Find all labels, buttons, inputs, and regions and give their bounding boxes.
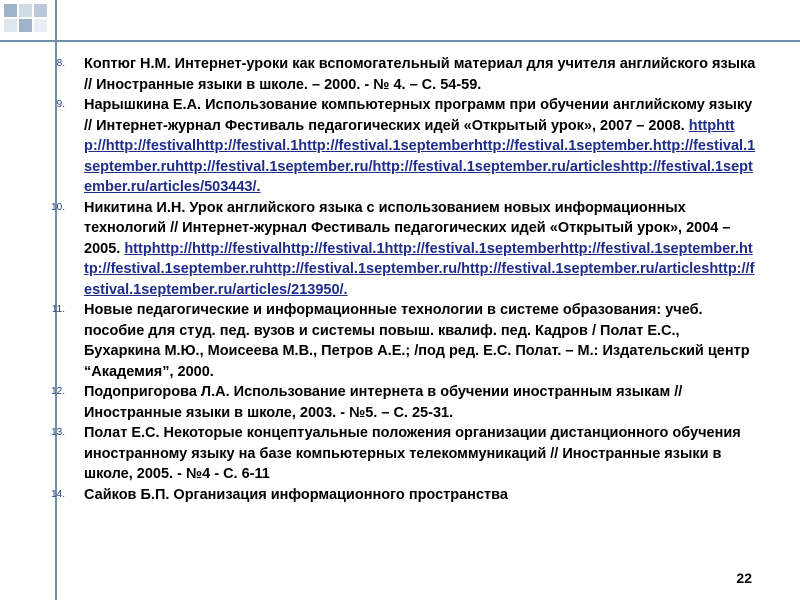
reference-text: Новые педагогические и информационные технологии в системе образования: учеб. пособие для студ. пед. вузов и системы повыш. квалиф. пед. Кадров / Полат Е.С., Бухаркина М.Ю., Моисеева М.В., Петров А.Е.; /под ред. Е.С. Полат. – М.: Издательский центр “Академия”, 2000.: [84, 302, 750, 380]
reference-text: Полат Е.С. Некоторые концептуальные положения организации дистанционного обучения иностранному языку на базе компьютерных телекоммуникаций // Иностранные языки в школе, 2005. - №4 - С. 6-11: [84, 425, 741, 482]
decor-square: [19, 19, 32, 32]
reference-list: [0, 54, 800, 505]
corner-decoration: [0, 0, 56, 40]
reference-item: [0, 54, 800, 95]
reference-item: [0, 198, 800, 301]
reference-item: [0, 423, 800, 485]
decor-square: [4, 19, 17, 32]
reference-text: Сайков Б.П. Организация информационного пространства: [84, 486, 508, 503]
reference-text: Подопригорова Л.А. Использование интернета в обучении иностранным языкам // Иностранные языки в школе, 2003. - №5. – С. 25-31.: [84, 384, 683, 421]
reference-number: 8.: [56, 58, 65, 69]
decor-square: [19, 4, 32, 17]
reference-text: Коптюг Н.М. Интернет-уроки как вспомогательный материал для учителя английского языка // Иностранные языки в школе. – 2000. - № 4. – С. 54-59.: [84, 56, 756, 93]
decor-square: [34, 4, 47, 17]
reference-item: [0, 485, 800, 506]
reference-item: [0, 95, 800, 198]
reference-number: 11.: [51, 304, 65, 315]
reference-item: [0, 300, 800, 382]
decor-square: [34, 19, 47, 32]
reference-number: 13.: [51, 427, 65, 438]
reference-text: Никитина И.Н. Урок английского языка с использованием новых информационных технологий // Интернет-журнал Фестиваль педагогических идей «Открытый урок», 2004 – 2005.: [84, 199, 731, 257]
page-number: 22: [736, 570, 752, 586]
reference-number: 9.: [56, 99, 65, 110]
reference-link[interactable]: httphttp://http://festivalhttp://festival.1http://festival.1septemberhttp://festival.1september.http://festival.1september.ruhttp://festival.1september.ru/http://festival.1september.ru/articleshttp://festival.1september.ru/articles/213950/.: [84, 240, 755, 298]
reference-link[interactable]: httphttp://http://festivalhttp://festival.1http://festival.1septemberhttp://festival.1september.http://festival.1september.ruhttp://festival.1september.ru/http://festival.1september.ru/articleshttp://festival.1september.ru/articles/503443/.: [84, 117, 756, 195]
reference-item: [0, 382, 800, 423]
reference-number: 12.: [51, 386, 65, 397]
reference-number: 10.: [51, 201, 65, 213]
decor-square: [4, 4, 17, 17]
reference-number: 14.: [51, 488, 65, 500]
top-rule: [0, 40, 800, 42]
reference-text: Нарышкина Е.А. Использование компьютерных программ при обучении английскому языку // Интернет-журнал Фестиваль педагогических идей «Открытый урок», 2007 – 2008.: [84, 97, 753, 134]
